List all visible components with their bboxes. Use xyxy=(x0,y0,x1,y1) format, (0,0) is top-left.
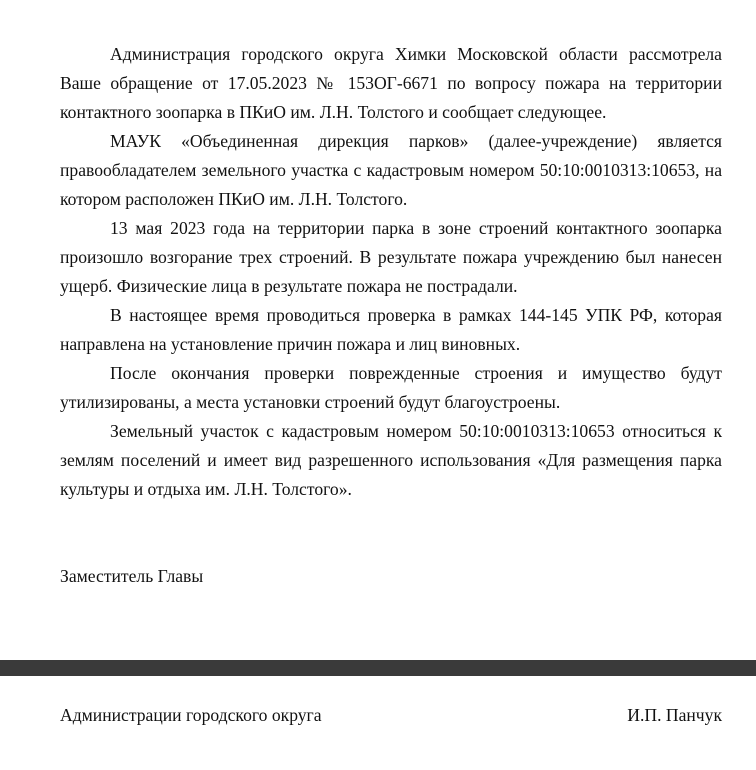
letter-paragraph-5: После окончания проверки поврежденные строения и имущество будут утилизированы, а места установки строений будут благоустроены. xyxy=(60,363,722,412)
signatory-name: И.П. Панчук xyxy=(627,705,722,725)
letter-paragraph-4: В настоящее время проводиться проверка в рамках 144-145 УПК РФ, которая направлена на установление причин пожара и лиц виновных. xyxy=(60,305,722,354)
letter-paragraph-1: Администрация городского округа Химки Московской области рассмотрела Ваше обращение от 17.05.2023 № 153ОГ-6671 по вопросу пожара на территории контактного зоопарка в ПКиО им. Л.Н. Толстого и сообщает следующее. xyxy=(60,44,722,122)
letter-paragraph-3: 13 мая 2023 года на территории парка в зоне строений контактного зоопарка произошло возгорание трех строений. В результате пожара учреждению был нанесен ущерб. Физические лица в результате пожара не пострадали. xyxy=(60,218,722,296)
letter-paragraph-2: МАУК «Объединенная дирекция парков» (далее-учреждение) является правообладателем земельного участка с кадастровым номером 50:10:0010313:10653, на котором расположен ПКиО им. Л.Н. Толстого. xyxy=(60,131,722,209)
letter-body xyxy=(60,40,722,504)
signature-organization: Администрации городского округа xyxy=(60,705,322,725)
page-break-divider xyxy=(0,660,756,676)
signature-title: Заместитель Главы xyxy=(60,566,204,586)
letter-page-bottom xyxy=(0,676,756,770)
letter-paragraph-6: Земельный участок с кадастровым номером 50:10:0010313:10653 относиться к землям поселений и имеет вид разрешенного использования «Для размещения парка культуры и отдыха им. Л.Н. Толстого». xyxy=(60,421,722,499)
